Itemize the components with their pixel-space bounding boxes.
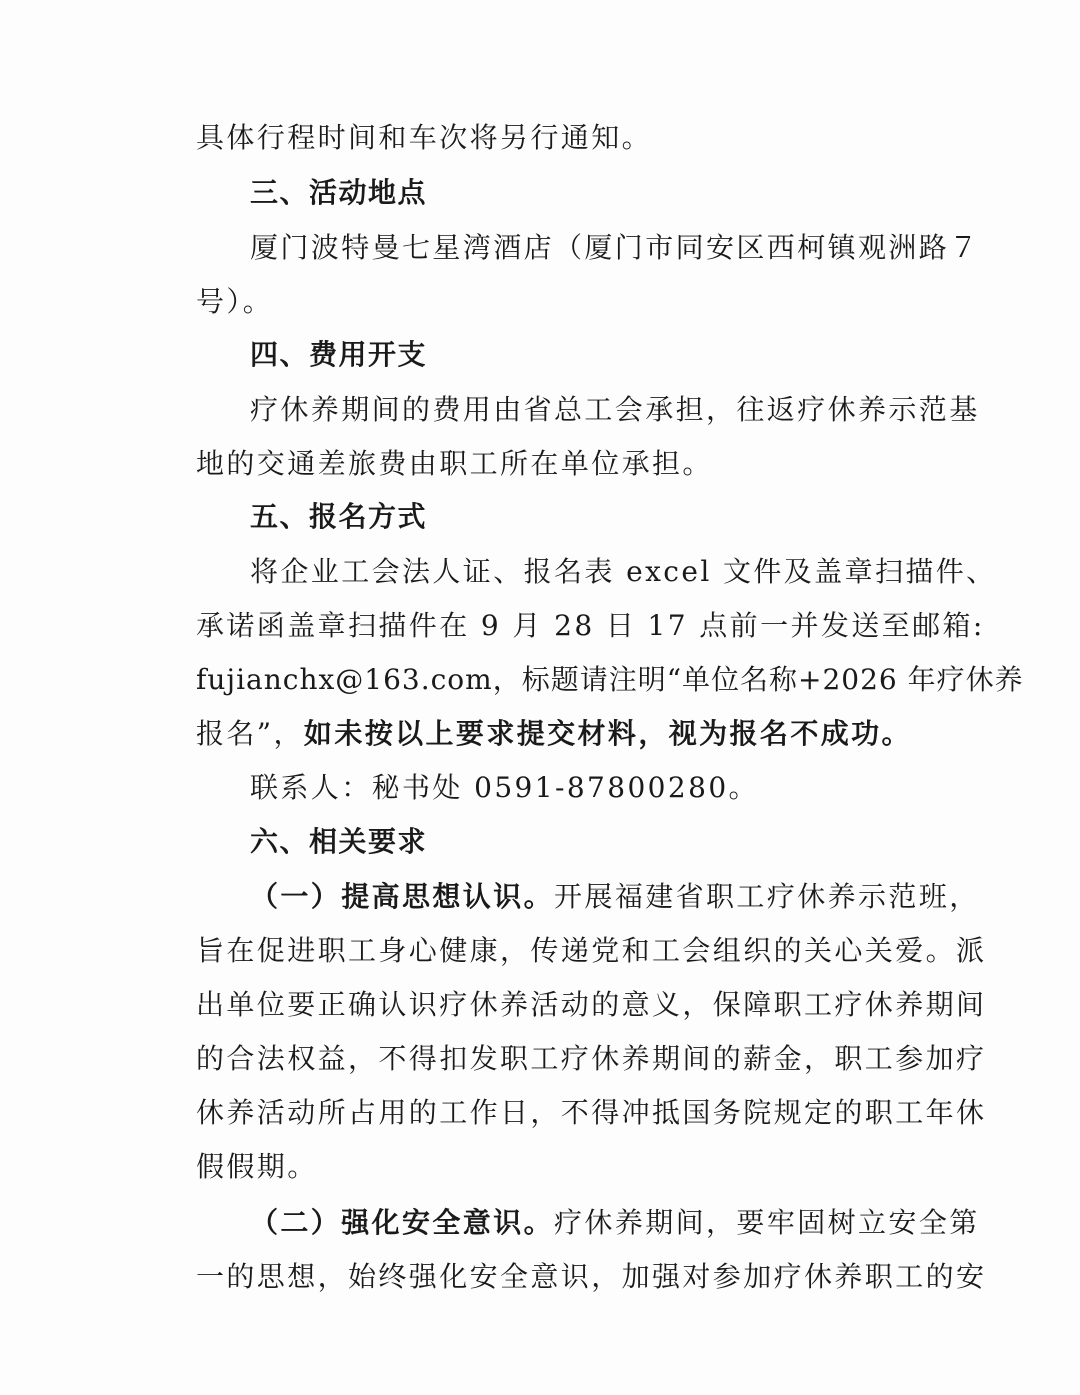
paragraph-line: 厦门波特曼七星湾酒店（厦门市同安区西柯镇观洲路７ [250, 231, 980, 264]
paragraph-line-email: fujianchx@163.com，标题请注明“单位名称+2026 年疗休养 [196, 663, 1024, 696]
paragraph-line: 出单位要正确认识疗休养活动的意义，保障职工疗休养期间 [196, 988, 987, 1021]
paragraph-line: 的合法权益，不得扣发职工疗休养期间的薪金，职工参加疗 [196, 1042, 987, 1075]
contact-line: 联系人：秘书处 0591-87800280。 [250, 771, 759, 804]
paragraph-line [250, 1205, 980, 1241]
text-normal: 报名”， [196, 717, 304, 750]
text-normal: 开展福建省职工疗休养示范班， [554, 880, 980, 913]
section-heading-requirements: 六、相关要求 [250, 825, 428, 858]
paragraph-line: 一的思想，始终强化安全意识，加强对参加疗休养职工的安 [196, 1260, 987, 1293]
paragraph-line: 地的交通差旅费由职工所在单位承担。 [196, 447, 713, 480]
paragraph-line: 旨在促进职工身心健康，传递党和工会组织的关心关爱。派 [196, 934, 987, 967]
paragraph-line [250, 879, 980, 915]
paragraph-line: 假假期。 [196, 1150, 318, 1183]
section-heading-location: 三、活动地点 [250, 176, 428, 209]
paragraph-line [196, 716, 912, 752]
paragraph-line: 号）。 [196, 285, 274, 318]
text-normal: 疗休养期间，要牢固树立安全第 [554, 1206, 980, 1239]
paragraph-line: 承诺函盖章扫描件在 9 月 28 日 17 点前一并发送至邮箱: [196, 609, 985, 642]
paragraph-line: 疗休养期间的费用由省总工会承担，往返疗休养示范基 [250, 393, 980, 426]
section-heading-expenses: 四、费用开支 [250, 338, 428, 371]
text-bold-warning: 如未按以上要求提交材料，视为报名不成功。 [303, 717, 912, 750]
paragraph-line: 具体行程时间和车次将另行通知。 [196, 121, 653, 154]
subsection-title: （一）提高思想认识。 [250, 880, 555, 913]
paragraph-line: 休养活动所占用的工作日，不得冲抵国务院规定的职工年休 [196, 1096, 987, 1129]
paragraph-line: 将企业工会法人证、报名表 excel 文件及盖章扫描件、 [250, 555, 997, 588]
subsection-title: （二）强化安全意识。 [250, 1206, 555, 1239]
section-heading-registration: 五、报名方式 [250, 500, 428, 533]
